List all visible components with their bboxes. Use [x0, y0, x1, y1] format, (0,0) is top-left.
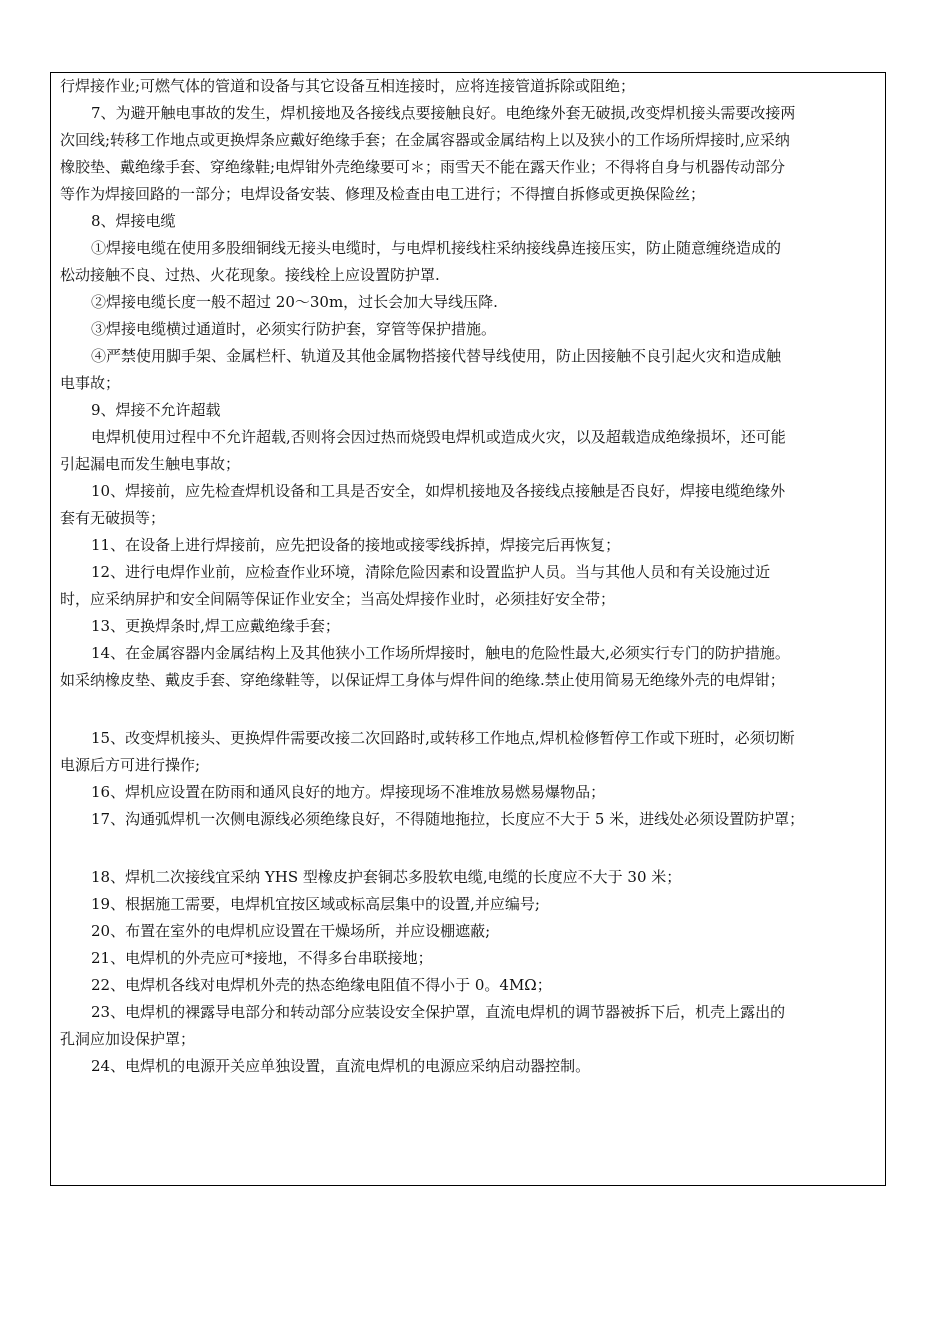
text-line: 13、更换焊条时,焊工应戴绝缘手套；	[91, 617, 340, 635]
text-line: ①焊接电缆在使用多股细铜线无接头电缆时，与电焊机接线柱采纳接线鼻连接压实，防止随意缠绕造成的	[91, 239, 782, 257]
text-line: 橡胶垫、戴绝缘手套、穿绝缘鞋;电焊钳外壳绝缘要可＊；雨雪天不能在露天作业；不得将自身与机器传动部分	[60, 158, 786, 176]
text-line: 20、布置在室外的电焊机应设置在干燥场所，并应设棚遮蔽;	[91, 922, 491, 940]
text-line: 10、焊接前，应先检查焊机设备和工具是否安全，如焊机接地及各接线点接触是否良好，焊接电缆绝缘外	[91, 482, 786, 500]
blank-line	[60, 833, 878, 864]
text-line: 如采纳橡皮垫、戴皮手套、穿绝缘鞋等，以保证焊工身体与焊件间的绝缘.禁止使用简易无绝缘外壳的电焊钳；	[60, 671, 785, 689]
text-line: 电焊机使用过程中不允许超载,否则将会因过热而烧毁电焊机或造成火灾，以及超载造成绝缘损坏，还可能	[91, 428, 786, 446]
text-line: 孔洞应加设保护罩；	[60, 1030, 196, 1048]
text-line: 引起漏电而发生触电事故；	[60, 455, 241, 473]
text-line: 9、焊接不允许超载	[91, 401, 221, 419]
text-line: 18、焊机二次接线宜采纳 YHS 型橡皮护套铜芯多股软电缆,电缆的长度应不大于 30 米；	[91, 868, 682, 886]
text-line: 电事故；	[60, 374, 121, 392]
text-line: 19、根据施工需要，电焊机宜按区域或标高层集中的设置,并应编号;	[91, 895, 540, 913]
text-line: 23、电焊机的裸露导电部分和转动部分应装设安全保护罩，直流电焊机的调节器被拆下后，机壳上露出的	[91, 1003, 786, 1021]
text-line: 7、为避开触电事故的发生，焊机接地及各接线点要接触良好。电绝缘外套无破损,改变焊机接头需要改接两	[91, 104, 796, 122]
text-line: 16、焊机应设置在防雨和通风良好的地方。焊接现场不准堆放易燃易爆物品；	[91, 783, 606, 801]
text-line: 21、电焊机的外壳应可*接地，不得多台串联接地；	[91, 949, 433, 967]
text-line: 套有无破损等；	[60, 509, 166, 527]
text-line: 15、改变焊机接头、更换焊件需要改接二次回路时,或转移工作地点,焊机检修暂停工作或下班时，必须切断	[91, 729, 795, 747]
document-body	[60, 73, 878, 1080]
blank-line	[60, 694, 878, 725]
text-line: 14、在金属容器内金属结构上及其他狭小工作场所焊接时，触电的危险性最大,必须实行专门的防护措施。	[91, 644, 790, 662]
text-line: 22、电焊机各线对电焊机外壳的热态绝缘电阻值不得小于 0。4MΩ；	[91, 976, 552, 994]
text-line: 电源后方可进行操作;	[60, 756, 201, 774]
text-line: ③焊接电缆横过通道时，必须实行防护套，穿管等保护措施。	[91, 320, 497, 338]
text-line: 12、进行电焊作业前，应检查作业环境，清除危险因素和设置监护人员。当与其他人员和有关设施过近	[91, 563, 771, 581]
text-line: ④严禁使用脚手架、金属栏杆、轨道及其他金属物搭接代替导线使用，防止因接触不良引起火灾和造成触	[91, 347, 782, 365]
text-line: 行焊接作业;可燃气体的管道和设备与其它设备互相连接时，应将连接管道拆除或阻绝；	[60, 77, 636, 95]
text-line: 8、焊接电缆	[91, 212, 176, 230]
text-line: ②焊接电缆长度一般不超过 20～30m，过长会加大导线压降.	[91, 293, 498, 311]
text-line: 松动接触不良、过热、火花现象。接线栓上应设置防护罩.	[60, 266, 440, 284]
text-line: 时，应采纳屏护和安全间隔等保证作业安全；当高处焊接作业时，必须挂好安全带；	[60, 590, 616, 608]
document-table-cell	[50, 72, 886, 1186]
text-line: 17、沟通弧焊机一次侧电源线必须绝缘良好，不得随地拖拉，长度应不大于 5 米，进线处必须设置防护罩；	[91, 810, 805, 828]
text-line: 等作为焊接回路的一部分；电焊设备安装、修理及检查由电工进行；不得擅自拆修或更换保险丝；	[60, 185, 706, 203]
text-line: 11、在设备上进行焊接前，应先把设备的接地或接零线拆掉，焊接完后再恢复；	[91, 536, 621, 554]
text-line: 24、电焊机的电源开关应单独设置，直流电焊机的电源应采纳启动器控制。	[91, 1057, 591, 1075]
text-line: 次回线;转移工作地点或更换焊条应戴好绝缘手套；在金属容器或金属结构上以及狭小的工作场所焊接时,应采纳	[60, 131, 790, 149]
